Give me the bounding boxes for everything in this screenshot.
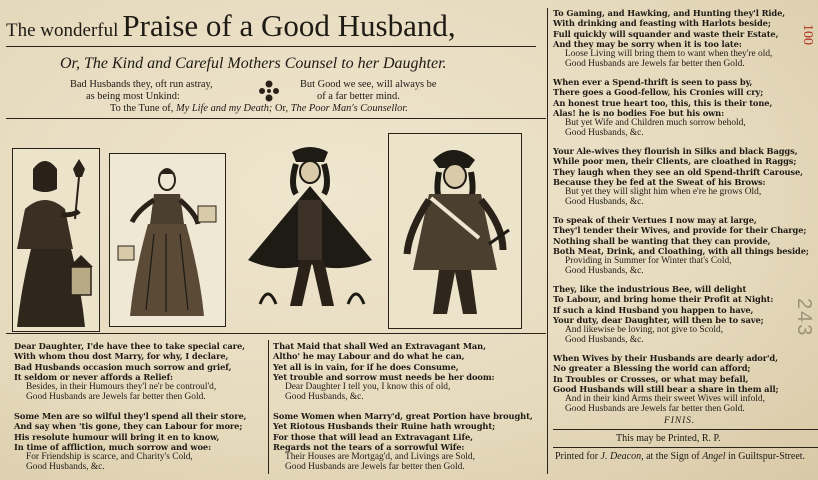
verse-line: Yet trouble and sorrow must needs be her doom:	[273, 371, 495, 382]
lady-figure-icon	[110, 154, 225, 326]
imprint-end: in Guiltspur-Street.	[728, 451, 806, 462]
verse-refrain: Good Husbands, &c.	[285, 392, 364, 403]
epigraph-right-2: of a far better mind.	[317, 91, 400, 102]
license-line: This may be Printed, R. P.	[616, 433, 721, 444]
verse-line: Providing in Summer for Winter that's Cold,	[565, 256, 732, 267]
tune-line	[110, 103, 408, 115]
verse-refrain: Good Husbands are Jewels far better then Gold.	[26, 392, 206, 403]
verse-col3-1	[553, 8, 785, 70]
verse-line: His resolute humour will bring it en to know,	[14, 431, 220, 442]
ballad-title	[6, 10, 541, 41]
woodcut-rule	[6, 333, 546, 334]
verse-refrain: Good Husbands, &c.	[565, 266, 644, 277]
title-rule	[6, 46, 536, 47]
license-rule	[553, 447, 818, 448]
verse-line: Yet Riotous Husbands their Ruine hath wrought;	[273, 421, 496, 432]
verse-line: Both Meat, Drink, and Cloathing, with all things beside;	[553, 245, 809, 256]
verse-line: In Troubles or Crosses, or what may befall,	[553, 373, 749, 384]
imprint-lead: Printed for	[555, 451, 599, 462]
verse-line: With whom thou dost Marry, for why, I declare,	[14, 351, 229, 362]
verse-col3-5	[553, 284, 773, 346]
verse-line: An honest true heart too, this, this is their tone,	[553, 97, 773, 108]
verse-line: Altho' he may Labour and do what he can,	[273, 351, 465, 362]
verse-line: They'l tender their Wives, and provide for their Charge;	[553, 225, 807, 236]
verse-line: They, like the industrious Bee, will delight	[553, 284, 747, 294]
verse-line: Alas! he is no bodies Foe but his own:	[553, 107, 725, 118]
verse-line: For Friendship is scarce, and Charity's Cold,	[26, 452, 193, 463]
verse-line: No greater a Blessing the world can afford;	[553, 363, 751, 374]
verse-col3-4	[553, 215, 809, 277]
woodcut-woman-with-flower	[12, 148, 100, 332]
verse-refrain: Good Husbands, &c.	[565, 197, 644, 208]
gentleman-figure-icon	[240, 140, 380, 326]
verse-col1-2	[14, 411, 246, 473]
verse-line: When Wives by their Husbands are dearly ador'd,	[553, 353, 778, 363]
verse-col3-6	[553, 353, 779, 415]
verse-line: Their Houses are Mortgag'd, and Livings are Sold,	[285, 452, 475, 463]
verse-line: And say when 'tis gone, they can Labour for more;	[14, 421, 243, 432]
tune-name-2: The Poor Man's Counsellor.	[290, 103, 408, 114]
epigraph-left-1: Bad Husbands they, oft run astray,	[70, 79, 213, 90]
verse-col1-1	[14, 341, 245, 403]
tune-rule	[6, 118, 546, 119]
verse-line: Dear Daughter, I'de have thee to take special care,	[14, 341, 245, 351]
verse-col3-3	[553, 146, 803, 208]
finis-rule	[553, 429, 818, 430]
verse-line: With drinking and feasting with Harlots beside;	[553, 18, 771, 29]
verse-line: If such a kind Husband you happen to have,	[553, 304, 754, 315]
finis-mark: FINIS.	[664, 416, 696, 426]
verse-refrain: Good Husbands are Jewels far better then Gold.	[565, 59, 745, 70]
verse-line: To Labour, and bring home their Profit at Night:	[553, 294, 774, 305]
verse-line: To Gaming, and Hawking, and Hunting they'l Ride,	[553, 8, 786, 18]
verse-line: Loose Living will bring them to want when they're old,	[565, 49, 773, 60]
fleuron-ornament-icon	[258, 79, 280, 103]
verse-line: Regards not the tears of a sorrowful Wife:	[273, 441, 465, 452]
column-divider-main	[547, 8, 548, 474]
verse-line: But yet Wife and Children much sorrow behold,	[565, 118, 746, 129]
verse-line: It seldom or never affords a Relief:	[14, 371, 174, 382]
verse-col2-1	[273, 341, 495, 403]
title-main: Praise of a Good Husband,	[122, 8, 456, 43]
imprint-printer: J. Deacon,	[600, 451, 644, 462]
verse-line: There goes a Good-fellow, his Cronies will cry;	[553, 87, 764, 98]
pencil-shelfmark: 243	[793, 298, 815, 338]
verse-refrain: Good Husbands are Jewels far better then Gold.	[565, 404, 745, 415]
verse-line: And likewise be loving, not give to Scold,	[565, 325, 724, 336]
verse-line: Good Husbands will still bear a share in them all;	[553, 383, 779, 394]
verse-col2-2	[273, 411, 533, 473]
verse-line: Nothing shall be wanting that they can provide,	[553, 235, 771, 246]
tune-name-1: My Life and my Death;	[175, 103, 273, 114]
column-divider-1	[268, 340, 269, 474]
imprint-mid: at the Sign of	[646, 451, 700, 462]
verse-refrain: Good Husbands, &c.	[565, 128, 644, 139]
verse-line: Besides, in their Humours they'l ne'r be controul'd,	[26, 382, 217, 393]
verse-line: Your duty, dear Daughter, will then be to save;	[553, 314, 764, 325]
woodcut-gentleman-with-gloves	[388, 133, 522, 329]
verse-refrain: Good Husbands are Jewels far better then Gold.	[285, 462, 465, 473]
verse-line: Yet all is in vain, for if he does Consume,	[273, 361, 459, 372]
ballad-subtitle: Or, The Kind and Careful Mothers Counsel to her Daughter.	[60, 55, 447, 72]
epigraph-left-2: as being most Unkind:	[86, 91, 180, 102]
verse-line: That Maid that shall Wed an Extravagant Man,	[273, 341, 486, 351]
woodcut-gentleman-cloak	[240, 140, 380, 326]
woman-figure-icon	[13, 149, 99, 331]
cavalier-figure-icon	[389, 134, 521, 328]
verse-line: To speak of their Vertues I now may at large,	[553, 215, 757, 225]
verse-line: When ever a Spend-thrift is seen to pass by,	[553, 77, 753, 87]
title-prefix: The wonderful	[6, 20, 119, 41]
verse-line: And they may be sorry when it is too late:	[553, 38, 742, 49]
tune-lead: To the Tune of,	[110, 103, 174, 114]
verse-line: And in their kind Arms their sweet Wives will infold,	[565, 394, 765, 405]
epigraph-right-1: But Good we see, will always be	[300, 79, 437, 90]
imprint-line	[555, 451, 805, 462]
verse-line: Dear Daughter I tell you, I know this of old,	[285, 382, 451, 393]
tune-or: Or,	[274, 103, 289, 114]
verse-refrain: Good Husbands, &c.	[26, 462, 105, 473]
imprint-sign: Angel	[702, 451, 726, 462]
verse-line: In time of affliction, much sorrow and woe:	[14, 441, 212, 452]
woodcut-lady-in-gown	[109, 153, 226, 327]
verse-col3-2	[553, 77, 772, 139]
verse-line: Some Men are so wilful they'l spend all their store,	[14, 411, 247, 421]
verse-line: Some Women when Marry'd, great Portion have brought,	[273, 411, 533, 421]
verse-line: But yet they will slight him when e're he grows Old,	[565, 187, 762, 198]
verse-line: Because they be fed at the Sweat of his Brows:	[553, 176, 766, 187]
verse-line: For those that will lead an Extravagant Life,	[273, 431, 473, 442]
verse-refrain: Good Husbands, &c.	[565, 335, 644, 346]
verse-line: They laugh when they see an old Spend-thrift Carouse,	[553, 166, 803, 177]
verse-line: Bad Husbands occasion much sorrow and grief,	[14, 361, 232, 372]
library-stamp-number: 100	[800, 24, 815, 45]
verse-line: While poor men, their Clients, are cloathed in Raggs;	[553, 156, 797, 167]
verse-line: Full quickly will squander and waste their Estate,	[553, 28, 779, 39]
verse-line: Your Ale-wives they flourish in Silks and black Baggs,	[553, 146, 798, 156]
